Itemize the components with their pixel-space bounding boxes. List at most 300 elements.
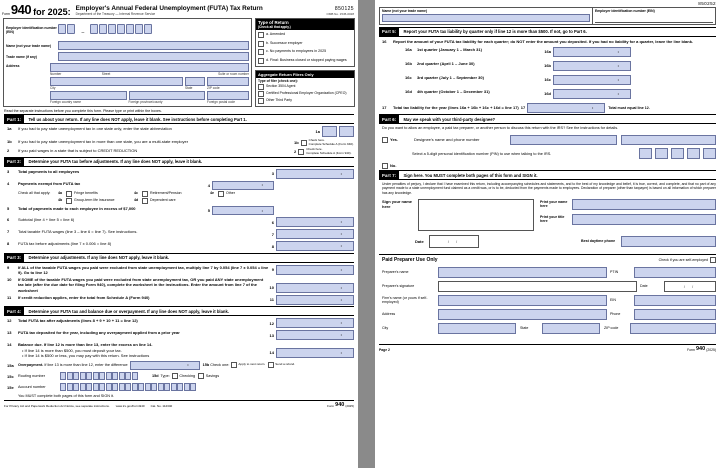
line-4a-number: 4a: [58, 191, 62, 196]
line-10-amount-input[interactable]: [276, 283, 354, 293]
line-16b-amount-input[interactable]: [553, 61, 631, 71]
routing-box[interactable]: [106, 372, 112, 380]
account-box[interactable]: [73, 383, 79, 391]
line-1a-ref: 1a: [315, 128, 320, 134]
ein-dash: –: [81, 30, 85, 36]
savings-label: Savings: [205, 374, 220, 378]
zip-input[interactable]: [207, 77, 249, 86]
ein-box[interactable]: [58, 24, 66, 34]
cat-number: Cat. No. 112340: [150, 404, 173, 408]
line-16d: [379, 89, 716, 99]
address-street-input[interactable]: [50, 63, 249, 72]
line-13-number: 13: [7, 330, 12, 336]
line-16c-number: 16c: [405, 74, 412, 80]
line-8-text: FUTA tax before adjustments (line 7 x 0.006 = line 8): [18, 241, 112, 247]
line-12-text: Total FUTA tax after adjustments (lines 8 + 9 + 10 + 11 = line 12): [18, 318, 138, 324]
part3-bar: Part 3:: [4, 254, 24, 262]
routing-box[interactable]: [112, 372, 118, 380]
line-2-number: 2: [7, 148, 10, 154]
preparer-signature-input[interactable]: [438, 281, 637, 292]
retirement-pension-checkbox[interactable]: [142, 191, 148, 197]
form-title: Employer's Annual Federal Unemployment (FUTA) Tax Return: [75, 5, 263, 12]
routing-box[interactable]: [119, 372, 125, 380]
page2-footer-form-number: 940: [696, 345, 706, 352]
line-16d-ref: 16d: [544, 91, 551, 97]
line-1a-state-input[interactable]: [322, 126, 337, 137]
routing-box[interactable]: [93, 372, 99, 380]
account-box[interactable]: [171, 383, 177, 391]
foreign-province-caption: Foreign province/county: [128, 100, 163, 104]
aggregate-option-cpeo[interactable]: [258, 91, 352, 97]
line-17-note: Total must equal line 12.: [608, 105, 650, 110]
must-complete-note: You MUST complete both pages of this form and SIGN it.: [18, 394, 115, 398]
preparer-city-row: [379, 323, 716, 334]
type-option-no-payments[interactable]: [258, 49, 352, 55]
ein-row: [6, 21, 249, 39]
line-17-amount-input[interactable]: [527, 103, 605, 113]
other-exempt-checkbox[interactable]: [218, 191, 224, 197]
group-term-life-checkbox[interactable]: [66, 198, 72, 204]
perjury-statement: Under penalties of perjury, I declare that I have examined this return, including accompanying schedules and statements, and to the best of my knowledge and belief, it is true, correct, and complete, and that no part of any payment made to a state unemployment fund claimed as a credit was, or is to be, deducted from the payments made to employees. Declaration of preparer (other than taxpayer) is based on all information of which preparer has any knowledge.: [382, 181, 716, 195]
line-15a: [4, 361, 354, 370]
routing-box[interactable]: [73, 372, 79, 380]
account-box[interactable]: [184, 383, 190, 391]
account-box[interactable]: [80, 383, 86, 391]
aggregate-option-other[interactable]: [258, 98, 352, 104]
apply-next-return-checkbox[interactable]: [231, 362, 237, 368]
designee-yes-row: [379, 135, 716, 145]
line-16-text: Report the amount of your FUTA tax liability for each quarter; do NOT enter the amount you deposited. If you had no liability for a quarter, leave the line blank.: [393, 38, 694, 44]
retirement-pension-label: Retirement/Pension: [150, 191, 182, 196]
line-10: [4, 277, 354, 293]
ein-box[interactable]: [117, 24, 125, 34]
line-13: [4, 330, 354, 340]
date-input[interactable]: / /: [429, 235, 479, 248]
print-title-label: Print your title here: [540, 215, 565, 224]
part6-bar: Part 6:: [379, 115, 399, 123]
line-15a-bold-label: Overpayment.: [18, 363, 44, 367]
line-15a-number: 15a: [7, 362, 14, 368]
pin-box[interactable]: [655, 148, 668, 159]
line-3-ref: 3: [271, 171, 274, 177]
line-1a-state-input-2[interactable]: [339, 126, 354, 137]
part5-header: [379, 27, 716, 37]
checking-checkbox[interactable]: [172, 373, 178, 379]
line-7-amount-input[interactable]: [276, 229, 354, 239]
cpeo-checkbox[interactable]: [258, 91, 264, 97]
page2-footer-form-year: (2025): [706, 347, 716, 352]
ein-box[interactable]: [126, 24, 134, 34]
line-1a-text: If you had to pay state unemployment tax in one state only, enter the state abbreviation: [18, 126, 172, 131]
omb-number: OMB No. 1545-0028: [326, 12, 354, 16]
firm-name-input[interactable]: [438, 295, 607, 306]
preparer-phone-input[interactable]: [634, 309, 716, 320]
final-label: d. Final: Business closed or stopped paying wages: [266, 57, 347, 62]
routing-box[interactable]: [67, 372, 73, 380]
pin-box[interactable]: [639, 148, 652, 159]
part7-header: [379, 170, 716, 180]
part3-heading: Determine your adjustments. If any line does NOT apply, leave it blank.: [28, 255, 170, 261]
line-17-ref: 17: [520, 105, 526, 111]
routing-box[interactable]: [132, 372, 138, 380]
line-1b-check-sub: Complete Schedule A (Form 940).: [308, 141, 354, 146]
type-option-final[interactable]: [258, 58, 352, 64]
preparer-phone-label: Phone: [610, 312, 621, 317]
firm-ein-label: EIN: [610, 298, 616, 303]
line-17-text: Total tax liability for the year (lines 16a + 16b + 16c + 16d = line 17): [393, 105, 519, 111]
preparer-date-label: Date: [640, 284, 648, 289]
print-title-input[interactable]: [572, 214, 716, 225]
account-box[interactable]: [112, 383, 118, 391]
line-16c: [379, 75, 716, 85]
ein-box[interactable]: [90, 24, 98, 34]
account-box[interactable]: [99, 383, 105, 391]
irs-url: www.irs.gov/Form940: [115, 404, 145, 408]
line-11-text: If credit reduction applies, enter the total from Schedule A (Form 940): [18, 294, 150, 300]
line-15a-amount-input[interactable]: [130, 361, 200, 370]
line-14-bullet-2: • If line 14 is $500 or less, you may pay with this return. See instructions: [22, 352, 150, 358]
line-9-amount-input[interactable]: [276, 265, 354, 275]
account-box[interactable]: [132, 383, 138, 391]
part7-heading: Sign here. You MUST complete both pages of this form and SIGN it.: [403, 172, 538, 178]
preparer-signature-row: [379, 281, 716, 292]
line-10-text: If SOME of the taxable FUTA wages you paid were excluded from state unemployment tax, OR you paid ANY state unemployment tax late (after the due date for filing Form 940), complete the worksheet in the instructions. Enter the amount from line 7 of the worksheet: [18, 277, 264, 293]
foreign-province-input[interactable]: [129, 91, 206, 100]
foreign-postal-caption: Foreign postal code: [207, 100, 235, 104]
preparer-zip-input[interactable]: [630, 323, 716, 334]
sign-name-label: Sign your name here: [382, 198, 413, 209]
send-refund-checkbox[interactable]: [268, 362, 274, 368]
trade-name-input[interactable]: [58, 52, 249, 61]
account-box[interactable]: [106, 383, 112, 391]
type-of-return-title: Type of Return: [258, 20, 289, 25]
line-1b-text: If you had to pay state unemployment tax in more than one state, you are a multi-state employer: [18, 139, 189, 144]
page2-identity-row: [379, 7, 716, 25]
preparer-city-input[interactable]: [438, 323, 516, 334]
line-16a: [379, 47, 716, 57]
line-14-text: Balance due. If line 12 is more than line 13, enter the excess on line 14.: [18, 342, 153, 348]
line-9: [4, 265, 354, 275]
form-page-1: [0, 0, 358, 468]
line-5-ref: 5: [207, 208, 210, 214]
line-6-number: 6: [7, 217, 10, 223]
line-16d-amount-input[interactable]: [553, 89, 631, 99]
preparer-name-row: [379, 267, 716, 278]
fringe-benefits-checkbox[interactable]: [66, 191, 72, 197]
preparer-date-input[interactable]: / /: [664, 281, 716, 292]
line-2-ref: 2: [294, 149, 297, 155]
line-16b: [379, 61, 716, 71]
routing-box[interactable]: [125, 372, 131, 380]
savings-checkbox[interactable]: [198, 373, 204, 379]
line-7-ref: 7: [271, 231, 274, 237]
line-16c-amount-input[interactable]: [553, 75, 631, 85]
foreign-country-input[interactable]: [50, 91, 127, 100]
line-9-number: 9: [7, 264, 10, 270]
apply-next-return-label: Apply to next return.: [238, 362, 266, 367]
other-exempt-label: Other: [226, 191, 235, 196]
part4-header: [4, 306, 354, 316]
preparer-title: Paid Preparer Use Only: [382, 256, 438, 263]
type-of-return-header: [256, 19, 354, 30]
self-employed-checkbox[interactable]: [710, 257, 716, 263]
part4-heading: Determine your FUTA tax and balance due or overpayment. If any line does NOT apply, leave it blank.: [28, 308, 229, 314]
preparer-state-input[interactable]: [542, 323, 600, 334]
account-box[interactable]: [190, 383, 196, 391]
name-input[interactable]: [58, 41, 249, 50]
line-16a-number: 16a: [405, 46, 412, 52]
line-13-text: FUTA tax deposited for the year, including any overpayment applied from a prior year: [18, 330, 180, 336]
pin-input-group[interactable]: [639, 148, 716, 160]
aggregate-filers-box: [255, 70, 355, 107]
page2-name-input[interactable]: [382, 14, 590, 22]
other-third-party-checkbox[interactable]: [258, 98, 264, 104]
line-6-amount-input[interactable]: [276, 217, 354, 227]
part5-bar: Part 5:: [379, 28, 399, 36]
part2-header: [4, 157, 354, 167]
amended-checkbox[interactable]: [258, 32, 264, 38]
line-16b-label: 2nd quarter (April 1 – June 30): [417, 60, 475, 66]
no-payments-checkbox[interactable]: [258, 49, 264, 55]
number-caption: Number: [50, 72, 62, 76]
line-5-amount-input[interactable]: [212, 206, 274, 215]
account-box[interactable]: [151, 383, 157, 391]
designee-no-row: [379, 163, 716, 169]
page2-footer-form-word: Form: [687, 347, 695, 352]
line-2: [4, 148, 354, 155]
line-1a-number: 1a: [7, 126, 12, 131]
routing-box[interactable]: [99, 372, 105, 380]
send-refund-label: Send a refund.: [275, 362, 295, 367]
account-box[interactable]: [86, 383, 92, 391]
ein-box[interactable]: [99, 24, 107, 34]
line-15a-text: If line 13 is more than line 12, enter the difference: [44, 363, 128, 367]
type-of-return-subtitle: (Check all that apply.): [258, 25, 291, 29]
routing-box[interactable]: [60, 372, 66, 380]
account-box[interactable]: [177, 383, 183, 391]
dependent-care-checkbox[interactable]: [142, 198, 148, 204]
daytime-phone-label: Best daytime phone: [581, 239, 616, 244]
footer-form-number: 940: [335, 402, 345, 408]
successor-checkbox[interactable]: [258, 41, 264, 47]
part6-header: [379, 114, 716, 124]
aggregate-subtitle: Type of filer (check one):: [258, 78, 298, 83]
preparer-city-label: City: [382, 326, 389, 331]
footer-form-word: Form: [327, 404, 335, 408]
line-13-ref: 13: [269, 332, 274, 338]
line-5: [4, 206, 354, 215]
line-7-number: 7: [7, 229, 10, 235]
line-3-number: 3: [7, 168, 10, 174]
line-4d-number: 4d: [134, 198, 139, 203]
line-12-amount-input[interactable]: [276, 318, 354, 328]
ein-box[interactable]: [144, 24, 152, 34]
read-instructions-note: Read the separate instructions before you complete this form. Please type or print within the boxes.: [4, 108, 162, 113]
line-14-bullet-1: • If line 14 is more than $500, you must deposit your tax.: [22, 347, 122, 353]
ein-box[interactable]: [67, 24, 75, 34]
line-14-ref: 14: [269, 350, 274, 356]
line-4: [4, 181, 354, 190]
line-16b-ref: 16b: [544, 63, 551, 69]
line-3-amount-input[interactable]: [276, 169, 354, 179]
line-14-number: 14: [7, 342, 12, 348]
check-all-that-apply-label: Check all that apply:: [18, 191, 51, 196]
line-16d-number: 16d: [405, 88, 412, 94]
line-1b-checkbox[interactable]: [301, 140, 307, 146]
account-box[interactable]: [93, 383, 99, 391]
part1-heading: Tell us about your return. If any line does NOT apply, leave it blank. See instructions before completing Part 1.: [28, 116, 247, 122]
ein-label: Employer identification number (EIN): [6, 26, 57, 34]
line-17-number: 17: [382, 105, 387, 111]
type-option-successor[interactable]: [258, 41, 352, 47]
type-of-return-box: [255, 18, 355, 67]
line-14-bullet-1-text: If line 14 is more than $500, you must deposit your tax.: [24, 347, 122, 353]
city-caption: City: [50, 86, 56, 90]
line-8-number: 8: [7, 241, 10, 247]
designee-phone-input[interactable]: [621, 135, 716, 145]
pin-box[interactable]: [671, 148, 684, 159]
ein-input-group[interactable]: [58, 21, 153, 39]
daytime-phone-input[interactable]: [621, 236, 716, 247]
routing-box[interactable]: [80, 372, 86, 380]
signature-input[interactable]: [418, 199, 534, 231]
signature-block: [379, 199, 716, 231]
line-4e-number: 4e: [210, 191, 214, 196]
designee-no-checkbox[interactable]: [382, 163, 388, 169]
check-one-label: Check one:: [210, 363, 230, 367]
account-box[interactable]: [145, 383, 151, 391]
line-16c-label: 3rd quarter (July 1 – September 30): [417, 74, 484, 80]
line-11-amount-input[interactable]: [276, 295, 354, 305]
line-7: [4, 229, 354, 239]
designee-name-input[interactable]: [510, 135, 617, 145]
group-term-life-label: Group-term life insurance: [74, 198, 115, 203]
page2-corner-id: 850252: [698, 1, 716, 6]
page2-footer: [379, 344, 716, 352]
line-4-amount-input[interactable]: [212, 181, 274, 190]
page2-name-label: Name (not your trade name): [382, 9, 428, 13]
pin-label: Select a 5-digit personal identification number (PIN) to use when talking to the IRS.: [412, 151, 552, 156]
account-box[interactable]: [67, 383, 73, 391]
line-14-amount-input[interactable]: [276, 348, 354, 358]
preparer-address-input[interactable]: [438, 309, 607, 320]
section-3504-label: Section 3504 Agent: [266, 83, 296, 88]
preparer-address-label: Address: [382, 312, 396, 317]
line-4-exempt-row-2: [4, 198, 354, 204]
account-number-input-group[interactable]: [60, 383, 197, 392]
fringe-benefits-label: Fringe benefits: [74, 191, 98, 196]
part7-bar: Part 7:: [379, 171, 399, 179]
print-name-input[interactable]: [572, 199, 716, 210]
zip-caption: ZIP code: [207, 86, 220, 90]
form-corner-id: 850125: [334, 6, 354, 12]
aggregate-title: Aggregate Return Filers Only: [256, 71, 354, 78]
account-box[interactable]: [119, 383, 125, 391]
account-box[interactable]: [125, 383, 131, 391]
address-label: Address: [6, 64, 20, 68]
footer-form-year: (2025): [345, 404, 354, 408]
line-7-text: Total taxable FUTA wages (line 3 – line 6 = line 7). See instructions.: [18, 229, 138, 235]
line-12-number: 12: [7, 318, 12, 324]
routing-box[interactable]: [86, 372, 92, 380]
part2-bar: Part 2:: [4, 158, 24, 166]
line-1b: [4, 139, 354, 146]
firm-ein-input[interactable]: [634, 295, 716, 306]
preparer-address-row: [379, 309, 716, 320]
routing-number-input-group[interactable]: [60, 372, 138, 381]
type-option-amended[interactable]: [258, 32, 352, 38]
account-box[interactable]: [164, 383, 170, 391]
line-11: [4, 295, 354, 305]
line-4-number: 4: [7, 180, 10, 186]
date-phone-block: [379, 235, 716, 248]
part6-body: Do you want to allow an employee, a paid tax preparer, or another person to discuss this return with the IRS? See the instructions for details.: [382, 125, 619, 130]
preparer-name-label: Preparer's name: [382, 270, 409, 275]
account-box[interactable]: [158, 383, 164, 391]
privacy-notice: For Privacy Act and Paperwork Reduction Act Notice, see separate instructions.: [4, 404, 110, 408]
ptin-input[interactable]: [634, 267, 716, 278]
amended-label: a. Amended: [266, 32, 286, 36]
line-2-checkbox[interactable]: [298, 149, 304, 155]
line-13-amount-input[interactable]: [276, 330, 354, 340]
line-4-exempt-row-1: [4, 191, 354, 197]
line-15e: [4, 383, 354, 392]
line-10-number: 10: [7, 277, 12, 283]
section-3504-checkbox[interactable]: [258, 84, 264, 90]
successor-label: b. Successor employer: [266, 40, 303, 45]
line-5-number: 5: [7, 206, 10, 212]
account-number-label: Account number: [18, 385, 46, 389]
line-3: [4, 169, 354, 179]
ein-box[interactable]: [135, 24, 143, 34]
ein-box[interactable]: [108, 24, 116, 34]
paid-preparer-section: [379, 254, 716, 334]
part3-header: [4, 253, 354, 263]
page1-footer: [4, 400, 354, 408]
account-box[interactable]: [138, 383, 144, 391]
city-input[interactable]: [50, 77, 183, 86]
pin-box[interactable]: [687, 148, 700, 159]
line-8: [4, 241, 354, 251]
preparer-name-input[interactable]: [438, 267, 607, 278]
page2-ein-input[interactable]: [595, 14, 713, 23]
pin-box[interactable]: [703, 148, 716, 159]
line-17: [379, 103, 716, 113]
page2-ein-label: Employer identification number (EIN): [595, 9, 655, 13]
aggregate-option-3504[interactable]: [258, 84, 352, 90]
designee-yes-checkbox[interactable]: [382, 137, 388, 143]
line-16d-label: 4th quarter (October 1 – December 31): [417, 88, 490, 94]
line-12: [4, 318, 354, 328]
account-box[interactable]: [60, 383, 66, 391]
line-10-ref: 10: [269, 285, 274, 291]
line-16a-amount-input[interactable]: [553, 47, 631, 57]
line-15d-number: 15d: [152, 374, 159, 378]
line-2-check-label: Check here.: [306, 147, 323, 152]
line-15c-number: 15c: [7, 373, 14, 379]
part2-heading: Determine your FUTA tax before adjustments. If any line does NOT apply, leave it blank.: [28, 159, 203, 165]
line-4-ref: 4: [207, 182, 210, 188]
line-15e-number: 15e: [7, 384, 14, 390]
foreign-postal-input[interactable]: [207, 91, 249, 100]
final-checkbox[interactable]: [258, 58, 264, 64]
state-caption: State: [185, 86, 193, 90]
line-6-ref: 6: [271, 219, 274, 225]
line-6: [4, 217, 354, 227]
state-input[interactable]: [185, 77, 205, 86]
line-4b-number: 4b: [58, 198, 63, 203]
line-8-amount-input[interactable]: [276, 241, 354, 251]
